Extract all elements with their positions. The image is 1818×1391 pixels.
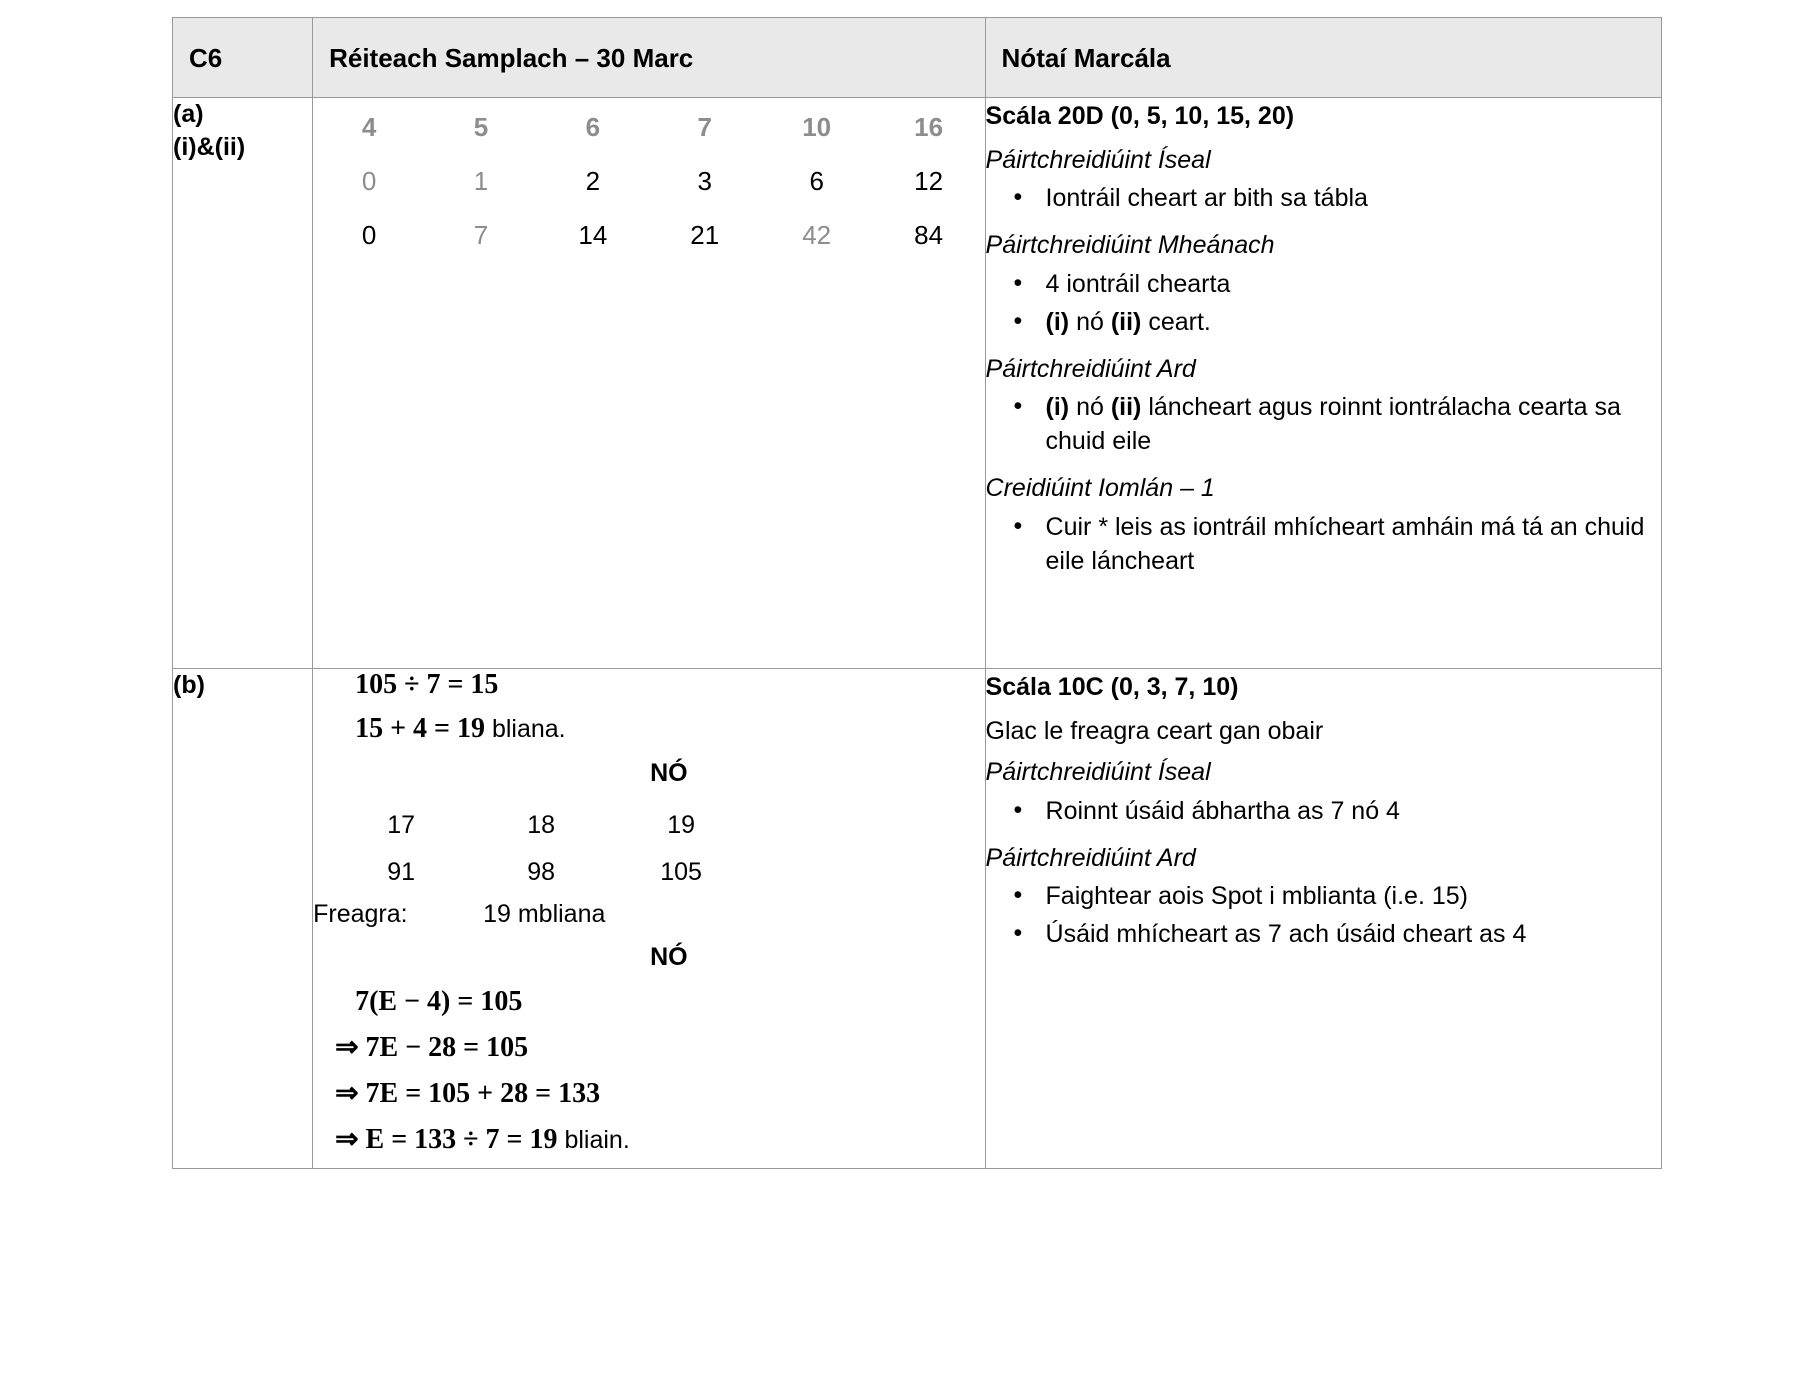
grid-cell: 10 [802, 111, 832, 142]
header-notes-col: Nótaí Marcála [985, 18, 1661, 98]
part-b-label-cell [173, 669, 313, 1169]
list-item: • Faightear aois Spot i mblianta (i.e. 15) [1044, 879, 1661, 913]
part-a-full-title: Creidiúint Iomlán – 1 [985, 474, 1215, 502]
table-cell: 98 [527, 858, 555, 886]
roman-i: (i) [1045, 393, 1070, 421]
part-b-label: (b) [173, 671, 205, 699]
grid-cell: 3 [697, 165, 712, 196]
part-a-high-title: Páirtchreidiúint Ard [985, 354, 1196, 383]
part-a-full-list [986, 510, 1661, 578]
part-a-label-cell [173, 98, 313, 669]
table-cell: 105 [660, 858, 702, 886]
table-header-row [173, 18, 1662, 98]
grid-cell: 1 [473, 165, 489, 196]
answer-label: Freagra: [313, 900, 408, 928]
table-cell: 17 [387, 811, 415, 839]
table-cell: 91 [387, 858, 415, 886]
equation-units: bliana. [485, 715, 566, 743]
part-a-label-line2: (i)&(ii) [173, 133, 246, 161]
table-row-part-b [173, 669, 1662, 1169]
list-item [1044, 305, 1661, 339]
grid-cell: 0 [361, 219, 377, 250]
table-cell: 19 [667, 811, 695, 839]
part-b-solution-cell [313, 669, 985, 1169]
equation-units: bliain. [557, 1126, 630, 1154]
part-b-equation-4: ⇒ 7E − 28 = 105 [335, 1032, 529, 1063]
table-row [331, 849, 751, 896]
roman-i: (i) [1045, 307, 1070, 336]
marking-scheme-table [172, 17, 1662, 1169]
table-row [331, 802, 751, 849]
part-a-low-list [986, 181, 1661, 215]
part-b-low-title: Páirtchreidiúint Íseal [985, 758, 1211, 786]
grid-cell: 0 [361, 165, 377, 196]
part-a-mid-list [986, 267, 1661, 339]
alternative-label-1: NÓ [650, 759, 688, 787]
table-cell: 18 [527, 811, 555, 839]
part-a-mid-title: Páirtchreidiúint Mheánach [985, 231, 1275, 259]
equation-math: 15 + 4 = 19 [355, 713, 486, 744]
part-b-notes-cell [985, 669, 1661, 1169]
part-a-low-title: Páirtchreidiúint Íseal [985, 145, 1211, 174]
grid-cell: 4 [361, 111, 377, 142]
part-b-accept-note: Glac le freagra ceart gan obair [985, 716, 1324, 745]
part-b-scale: Scála 10C (0, 3, 7, 10) [985, 673, 1239, 701]
conjunction: nó [1069, 307, 1111, 336]
grid-cell: 5 [473, 111, 489, 142]
answer-value: 19 mbliana [483, 900, 606, 928]
item-tail: ceart. [1141, 307, 1211, 336]
part-a-notes-cell [985, 98, 1661, 669]
part-a-number-grid [313, 100, 984, 262]
grid-row-1 [313, 100, 984, 154]
list-item: • Úsáid mhícheart as 7 ach úsáid cheart as 4 [1044, 917, 1661, 951]
part-a-solution-cell [313, 98, 985, 669]
part-b-high-title: Páirtchreidiúint Ard [985, 843, 1196, 872]
part-b-equation-2 [313, 713, 984, 745]
grid-cell: 42 [802, 219, 832, 250]
part-a-scale: Scála 20D (0, 5, 10, 15, 20) [985, 102, 1295, 130]
part-a-high-list [986, 390, 1661, 458]
part-b-high-list [986, 879, 1661, 951]
grid-cell: 12 [914, 165, 944, 196]
conjunction: nó [1069, 393, 1111, 421]
grid-cell: 7 [473, 219, 489, 250]
part-b-equation-1: 105 ÷ 7 = 15 [355, 669, 499, 700]
grid-cell: 16 [914, 111, 944, 142]
grid-cell: 6 [585, 111, 601, 142]
grid-cell: 84 [914, 219, 944, 250]
item-tail: láncheart agus roinnt iontrálacha cearta sa chuid eile [1045, 393, 1621, 455]
part-b-year-table [331, 802, 751, 896]
roman-ii: (ii) [1110, 307, 1142, 336]
list-item: • Cuir * leis as iontráil mhícheart amháin má tá an chuid eile láncheart [1044, 510, 1661, 578]
roman-ii: (ii) [1110, 393, 1142, 421]
grid-row-3 [313, 208, 984, 262]
part-a-label-line1: (a) [173, 100, 204, 128]
list-item [1044, 390, 1661, 458]
list-item: • Iontráil cheart ar bith sa tábla [1044, 181, 1661, 215]
grid-cell: 7 [697, 111, 712, 142]
part-b-low-list [986, 794, 1661, 828]
grid-cell: 6 [809, 165, 824, 196]
part-a-blank-space [313, 262, 984, 668]
equation-math: ⇒ E = 133 ÷ 7 = 19 [335, 1124, 558, 1155]
table-row-part-a [173, 98, 1662, 669]
grid-cell: 2 [585, 165, 601, 196]
grid-cell: 14 [578, 219, 608, 250]
part-b-answer-line [313, 900, 984, 929]
alternative-label-2: NÓ [650, 943, 688, 971]
part-b-equation-6 [313, 1122, 984, 1156]
header-question-col: C6 [173, 18, 313, 98]
part-b-equation-5: ⇒ 7E = 105 + 28 = 133 [335, 1078, 601, 1109]
header-solution-col: Réiteach Samplach – 30 Marc [313, 18, 985, 98]
grid-row-2 [313, 154, 984, 208]
grid-cell: 21 [690, 219, 720, 250]
part-b-equation-3: 7(E − 4) = 105 [355, 986, 523, 1017]
list-item: • 4 iontráil chearta [1044, 267, 1661, 301]
list-item: • Roinnt úsáid ábhartha as 7 nó 4 [1044, 794, 1661, 828]
